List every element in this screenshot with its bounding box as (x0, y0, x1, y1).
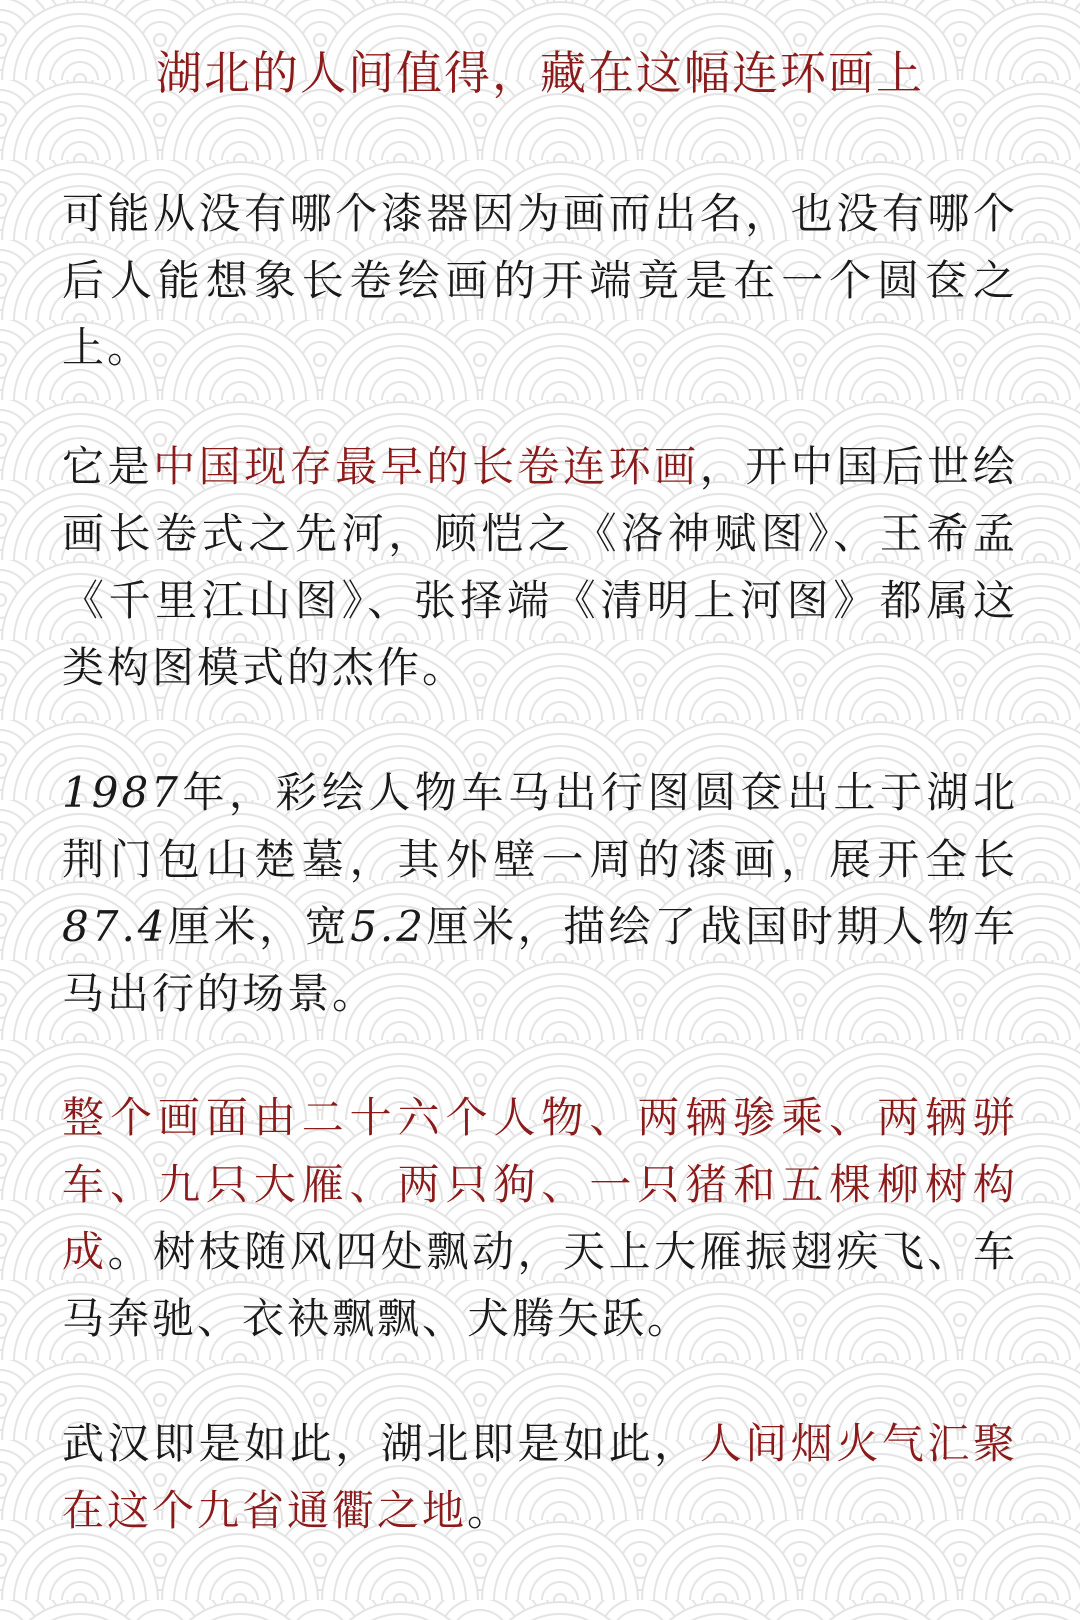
paragraph-3-text-c: 厘米，描绘了战国时期人物车马出行的场景。 (62, 902, 1018, 1018)
paragraph-3-length: 87.4 (62, 902, 168, 951)
article-title: 湖北的人间值得，藏在这幅连环画上 (156, 46, 924, 100)
paragraph-2-rest: ，开中国后世绘画长卷式之先河，顾恺之《洛神赋图》、王希孟《千里江山图》、张择端《清明上河图》都属这类构图模式的杰作。 (62, 442, 1018, 692)
paragraph-3 (62, 759, 1018, 1027)
paragraph-3-text-a: 年，彩绘人物车马出行图圆奁出土于湖北荆门包山楚墓，其外壁一周的漆画，展开全长 (62, 768, 1018, 884)
paragraph-4 (62, 1084, 1018, 1352)
paragraph-5-rest: 。 (467, 1486, 513, 1535)
paragraph-4-highlight: 整个画面由二十六个人物、两辆骖乘、两辆骈车、九只大雁、两只狗、一只猪和五棵柳树构成 (62, 1093, 1018, 1276)
paragraph-2-highlight: 中国现存最早的长卷连环画 (153, 442, 700, 491)
paragraph-3-year: 1987 (62, 768, 181, 817)
paragraph-5 (62, 1410, 1018, 1544)
paragraph-2 (62, 433, 1018, 701)
paragraph-5-highlight: 人间烟火气汇聚在这个九省通衢之地 (62, 1419, 1018, 1535)
paragraph-5-lead: 武汉即是如此，湖北即是如此， (62, 1419, 700, 1468)
paragraph-3-width: 5.2 (350, 902, 426, 951)
paragraph-1 (62, 180, 1018, 381)
paragraph-1-text: 可能从没有哪个漆器因为画而出名，也没有哪个后人能想象长卷绘画的开端竟是在一个圆奁之上。 (62, 189, 1018, 372)
paragraph-4-rest: 。树枝随风四处飘动，天上大雁振翅疾飞、车马奔驰、衣袂飘飘、犬腾矢跃。 (62, 1227, 1018, 1343)
paragraph-3-text-b: 厘米，宽 (167, 902, 351, 951)
paragraph-2-lead: 它是 (62, 442, 154, 491)
